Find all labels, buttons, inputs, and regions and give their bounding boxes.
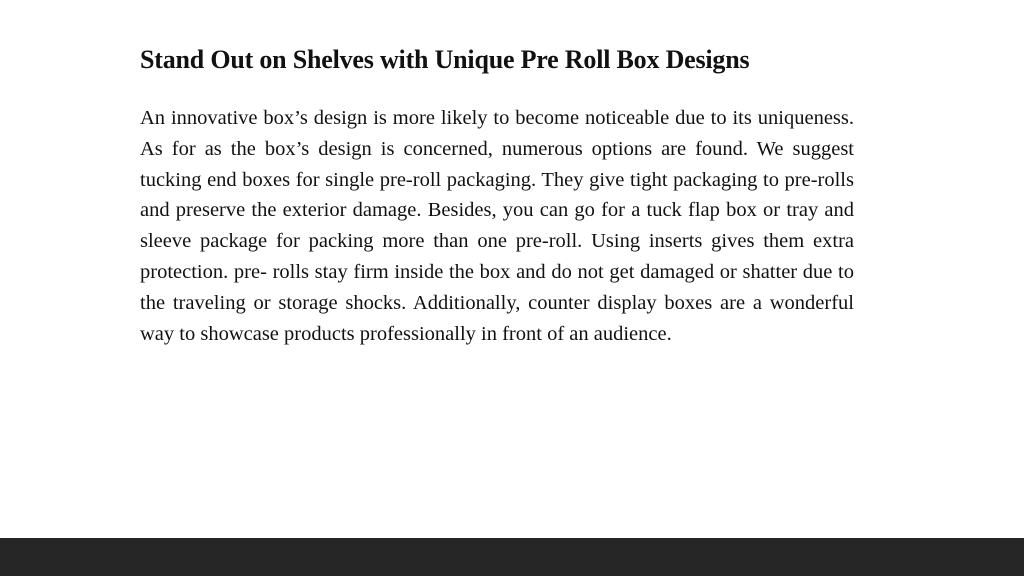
slide-title: Stand Out on Shelves with Unique Pre Roll Box Designs <box>140 45 750 74</box>
slide-body-paragraph: An innovative box’s design is more likely to become noticeable due to its uniqueness. As for as the box’s design is concerned, numerous options are found. We suggest tucking end boxes for single pre-roll packaging. They give tight packaging to pre-rolls and preserve the exterior damage. Besides, you can go for a tuck flap box or tray and sleeve package for packing more than one pre-roll. Using inserts gives them extra protection. pre- rolls stay firm inside the box and do not get damaged or shatter due to the traveling or storage shocks. Additionally, counter display boxes are a wonderful way to showcase products professionally in front of an audience. <box>140 107 854 345</box>
slide-content <box>140 40 854 349</box>
footer-bar <box>0 538 1024 576</box>
